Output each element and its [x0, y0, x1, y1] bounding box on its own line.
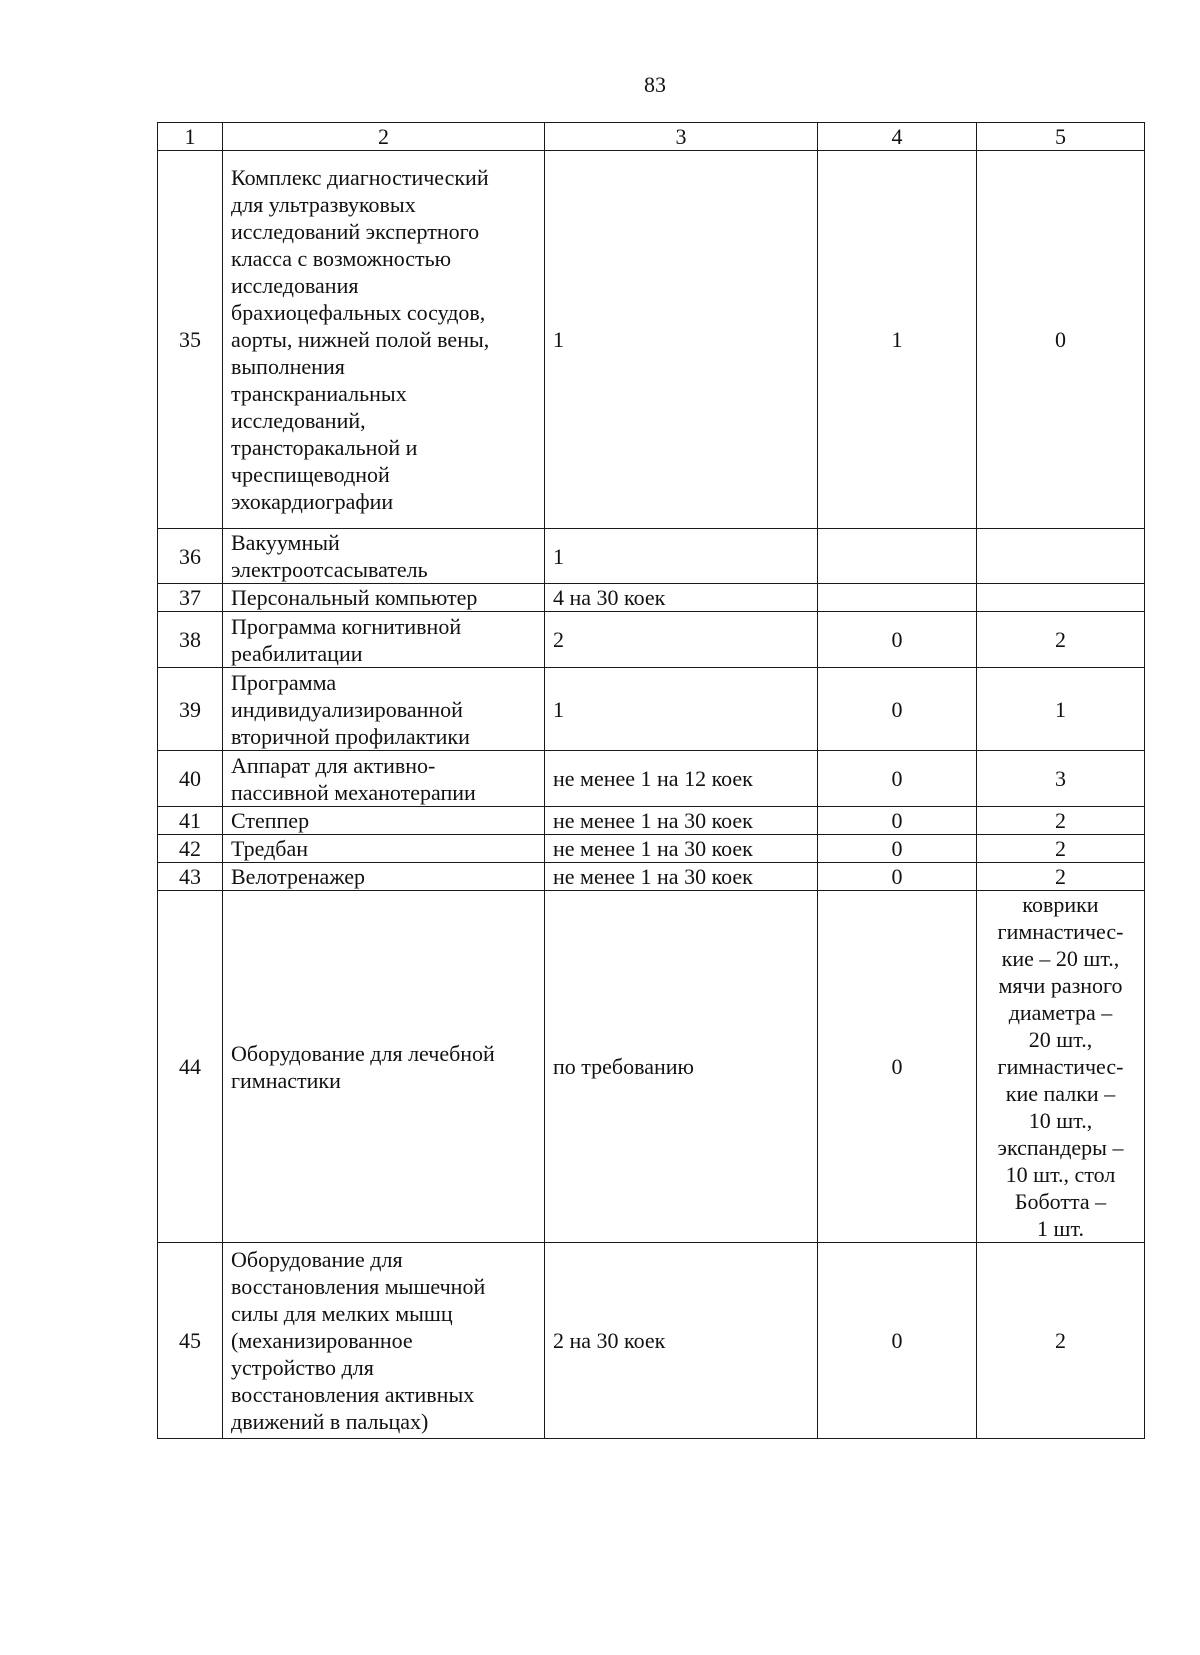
equipment-name: Программа когнитивной реабилитации	[223, 612, 545, 668]
column-header: 3	[545, 123, 818, 151]
column-4-value: 0	[818, 835, 977, 863]
table-row	[158, 807, 1145, 835]
column-5-value: 2	[977, 807, 1145, 835]
column-header: 4	[818, 123, 977, 151]
equipment-table	[157, 122, 1145, 1439]
column-5-value: 1	[977, 668, 1145, 751]
row-number: 40	[158, 751, 223, 807]
column-5-value: 2	[977, 612, 1145, 668]
table-row	[158, 151, 1145, 529]
required-quantity: не менее 1 на 30 коек	[545, 807, 818, 835]
table-header-row	[158, 123, 1145, 151]
row-number: 38	[158, 612, 223, 668]
column-5-value	[977, 529, 1145, 584]
column-4-value: 0	[818, 863, 977, 891]
equipment-name: Степпер	[223, 807, 545, 835]
equipment-name: Оборудование для восстановления мышечной силы для мелких мышц (механизированное устройство для восстановления активных движений в пальцах)	[223, 1243, 545, 1439]
row-number: 44	[158, 891, 223, 1243]
column-4-value	[818, 584, 977, 612]
row-number: 37	[158, 584, 223, 612]
column-header: 2	[223, 123, 545, 151]
column-5-value: коврики гимнастичес- кие – 20 шт., мячи разного диаметра – 20 шт., гимнастичес- кие палки – 10 шт., экспандеры – 10 шт., стол Боботта – 1 шт.	[977, 891, 1145, 1243]
row-number: 43	[158, 863, 223, 891]
column-header: 5	[977, 123, 1145, 151]
row-number: 42	[158, 835, 223, 863]
table-row	[158, 891, 1145, 1243]
equipment-name: Комплекс диагностический для ультразвуковых исследований экспертного класса с возможностью исследования брахиоцефальных сосудов, аорты, нижней полой вены, выполнения транскраниальных исследований, трансторакальной и чреспищеводной эхокардиографии	[223, 151, 545, 529]
row-number: 36	[158, 529, 223, 584]
column-4-value: 0	[818, 807, 977, 835]
required-quantity: 1	[545, 529, 818, 584]
table-row	[158, 529, 1145, 584]
equipment-name: Вакуумный электроотсасыватель	[223, 529, 545, 584]
column-5-value: 2	[977, 1243, 1145, 1439]
required-quantity: по требованию	[545, 891, 818, 1243]
page-number: 83	[644, 72, 666, 97]
row-number: 35	[158, 151, 223, 529]
column-4-value: 0	[818, 612, 977, 668]
column-5-value: 2	[977, 863, 1145, 891]
row-number: 41	[158, 807, 223, 835]
column-4-value: 0	[818, 668, 977, 751]
column-5-value: 2	[977, 835, 1145, 863]
equipment-name: Аппарат для активно- пассивной механотерапии	[223, 751, 545, 807]
required-quantity: 1	[545, 668, 818, 751]
column-4-value	[818, 529, 977, 584]
table-row	[158, 835, 1145, 863]
row-number: 39	[158, 668, 223, 751]
equipment-name: Оборудование для лечебной гимнастики	[223, 891, 545, 1243]
table-row	[158, 751, 1145, 807]
table-row	[158, 584, 1145, 612]
column-5-value	[977, 584, 1145, 612]
column-5-value: 3	[977, 751, 1145, 807]
required-quantity: 1	[545, 151, 818, 529]
required-quantity: не менее 1 на 30 коек	[545, 835, 818, 863]
table-row	[158, 668, 1145, 751]
required-quantity: 2 на 30 коек	[545, 1243, 818, 1439]
column-4-value: 0	[818, 1243, 977, 1439]
required-quantity: не менее 1 на 12 коек	[545, 751, 818, 807]
column-4-value: 0	[818, 751, 977, 807]
equipment-name: Программа индивидуализированной вторичной профилактики	[223, 668, 545, 751]
table-row	[158, 863, 1145, 891]
required-quantity: не менее 1 на 30 коек	[545, 863, 818, 891]
column-4-value: 1	[818, 151, 977, 529]
equipment-name: Велотренажер	[223, 863, 545, 891]
table-row	[158, 1243, 1145, 1439]
column-header: 1	[158, 123, 223, 151]
table-row	[158, 612, 1145, 668]
column-5-value: 0	[977, 151, 1145, 529]
equipment-name: Тредбан	[223, 835, 545, 863]
equipment-name: Персональный компьютер	[223, 584, 545, 612]
required-quantity: 2	[545, 612, 818, 668]
column-4-value: 0	[818, 891, 977, 1243]
row-number: 45	[158, 1243, 223, 1439]
required-quantity: 4 на 30 коек	[545, 584, 818, 612]
